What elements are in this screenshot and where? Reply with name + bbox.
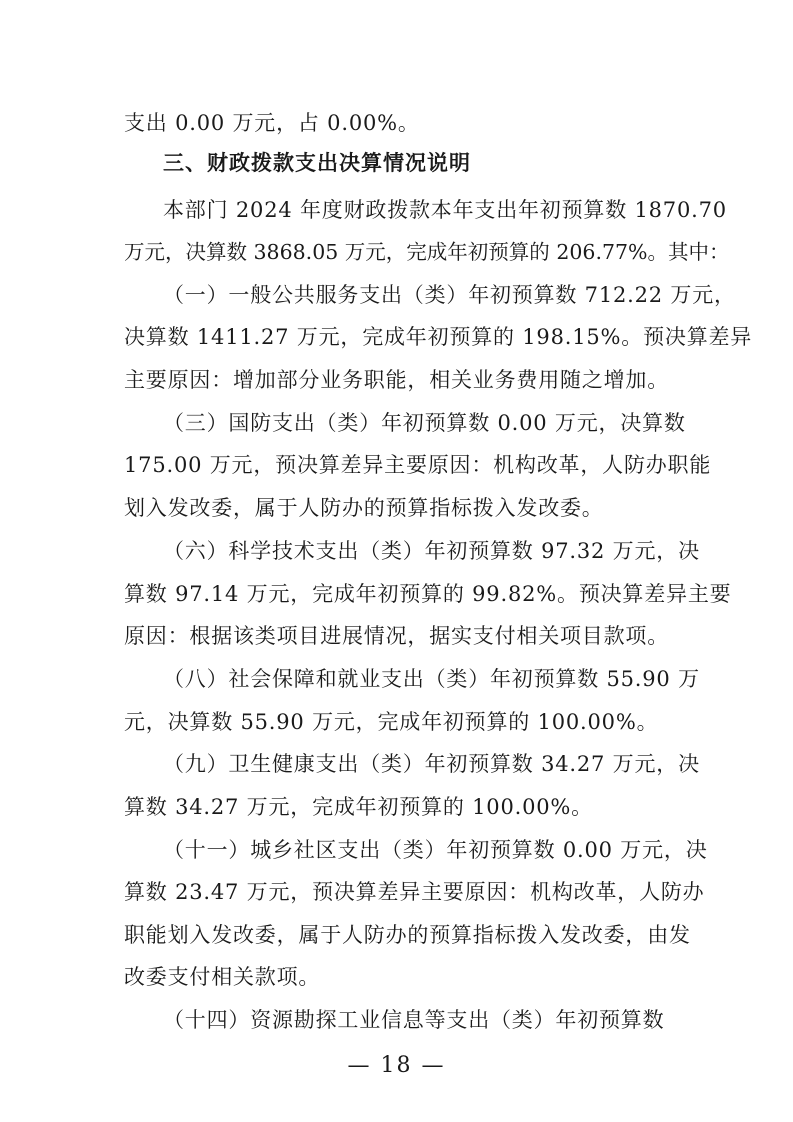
text-line: 决算数 1411.27 万元，完成年初预算的 198.15%。预决算差异 <box>124 325 753 349</box>
text-line: 元，决算数 55.90 万元，完成年初预算的 100.00%。 <box>124 710 659 734</box>
section-heading: 三、财政拨款支出决算情况说明 <box>163 151 471 175</box>
text-line: 原因：根据该类项目进展情况，据实支付相关项目款项。 <box>124 624 669 648</box>
text-line: 算数 23.47 万元，预决算差异主要原因：机构改革，人防办 <box>124 880 705 904</box>
page-number: — 18 — <box>347 1053 446 1078</box>
text-line: 算数 34.27 万元，完成年初预算的 100.00%。 <box>124 795 593 819</box>
text-line: 175.00 万元，预决算差异主要原因：机构改革，人防办职能 <box>124 453 712 477</box>
text-line: 算数 97.14 万元，完成年初预算的 99.82%。预决算差异主要 <box>124 582 732 606</box>
text-line: 职能划入发改委，属于人防办的预算指标拨入发改委，由发 <box>124 923 691 947</box>
text-line: （六）科学技术支出（类）年初预算数 97.32 万元，决 <box>163 539 700 563</box>
text-line: （八）社会保障和就业支出（类）年初预算数 55.90 万 <box>163 667 700 691</box>
text-line: 改委支付相关款项。 <box>124 965 321 989</box>
text-line: （三）国防支出（类）年初预算数 0.00 万元，决算数 <box>163 411 686 435</box>
text-line: （一）一般公共服务支出（类）年初预算数 712.22 万元， <box>163 283 736 307</box>
text-line: （十一）城乡社区支出（类）年初预算数 0.00 万元，决 <box>163 838 708 862</box>
text-line: 本部门 2024 年度财政拨款本年支出年初预算数 1870.70 <box>163 198 727 222</box>
text-line: 划入发改委，属于人防办的预算指标拨入发改委。 <box>124 496 604 520</box>
text-line: （十四）资源勘探工业信息等支出（类）年初预算数 <box>163 1008 665 1032</box>
text-line: （九）卫生健康支出（类）年初预算数 34.27 万元，决 <box>163 752 700 776</box>
text-line: 支出 0.00 万元，占 0.00%。 <box>124 111 420 135</box>
text-line: 万元，决算数 3868.05 万元，完成年初预算的 206.77%。其中： <box>124 240 730 264</box>
text-line: 主要原因：增加部分业务职能，相关业务费用随之增加。 <box>124 368 669 392</box>
